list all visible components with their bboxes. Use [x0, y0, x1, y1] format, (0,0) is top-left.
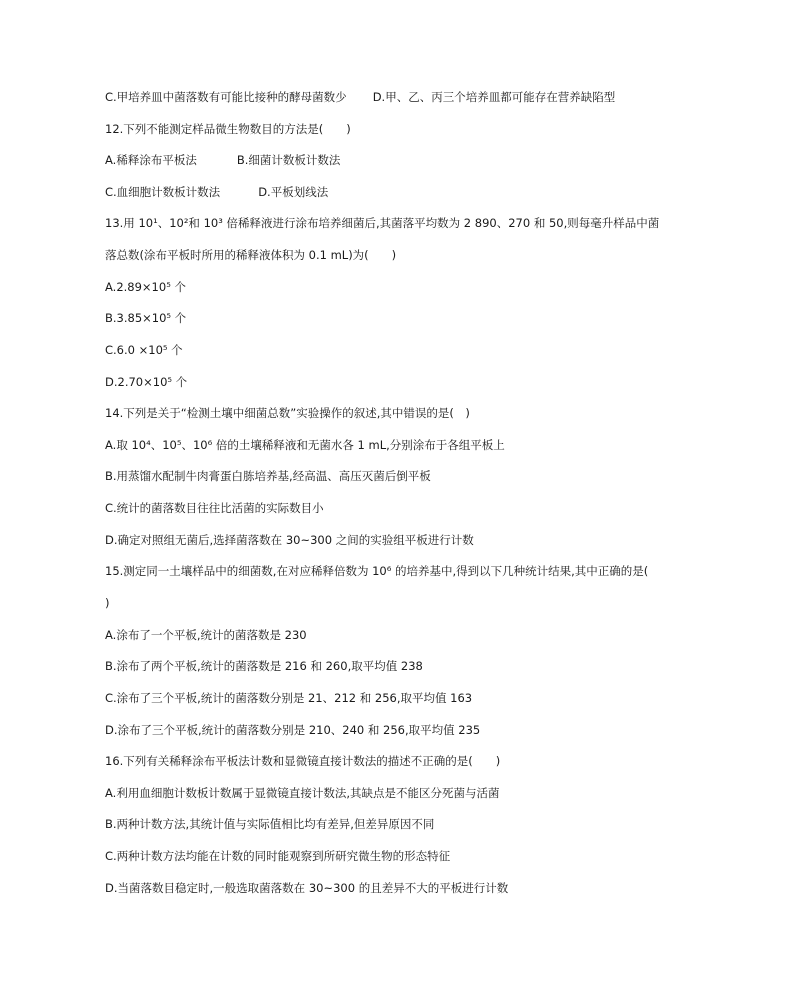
q13-stem-line2: 落总数(涂布平板时所用的稀释液体积为 0.1 mL)为( ) [105, 248, 397, 262]
q16-option-a: A.利用血细胞计数板计数属于显微镜直接计数法,其缺点是不能区分死菌与活菌 [105, 786, 500, 800]
q13-option-c: C.6.0 ×10⁵ 个 [105, 343, 183, 357]
q15-option-d: D.涂布了三个平板,统计的菌落数分别是 210、240 和 256,取平均值 235 [105, 723, 481, 737]
q12-stem: 12.下列不能测定样品微生物数目的方法是( ) [105, 122, 351, 136]
q15-stem-line1: 15.测定同一土壤样品中的细菌数,在对应稀释倍数为 10⁶ 的培养基中,得到以下几种统计结果,其中正确的是( [105, 564, 649, 578]
q11-options-cd [105, 89, 615, 105]
q15-option-b: B.涂布了两个平板,统计的菌落数是 216 和 260,取平均值 238 [105, 659, 423, 673]
q14-option-b: B.用蒸馏水配制牛肉膏蛋白胨培养基,经高温、高压灭菌后倒平板 [105, 469, 431, 483]
q13-stem-line1: 13.用 10¹、10²和 10³ 倍稀释液进行涂布培养细菌后,其菌落平均数为 2 890、270 和 50,则每毫升样品中菌 [105, 216, 660, 230]
q11-option-d: D.甲、乙、丙三个培养皿都可能存在营养缺陷型 [372, 90, 616, 104]
q14-option-a: A.取 10⁴、10⁵、10⁶ 倍的土壤稀释液和无菌水各 1 mL,分别涂布于各组平板上 [105, 438, 505, 452]
q15-stem-line2: ) [105, 596, 110, 610]
q13-option-a: A.2.89×10⁵ 个 [105, 280, 186, 294]
q14-option-c: C.统计的菌落数目往往比活菌的实际数目小 [105, 501, 324, 515]
q12-options-ab [105, 152, 340, 168]
q12-option-c: C.血细胞计数板计数法 [105, 185, 221, 199]
q13-option-d: D.2.70×10⁵ 个 [105, 375, 188, 389]
q12-option-d: D.平板划线法 [258, 185, 329, 199]
q13-option-b: B.3.85×10⁵ 个 [105, 311, 187, 325]
q11-option-c: C.甲培养皿中菌落数有可能比接种的酵母菌数少 [105, 90, 347, 104]
q16-option-c: C.两种计数方法均能在计数的同时能观察到所研究微生物的形态特征 [105, 849, 451, 863]
q12-options-cd [105, 184, 328, 200]
q16-option-d: D.当菌落数目稳定时,一般选取菌落数在 30~300 的且差异不大的平板进行计数 [105, 881, 509, 895]
q12-option-b: B.细菌计数板计数法 [236, 153, 341, 167]
q12-option-a: A.稀释涂布平板法 [105, 153, 197, 167]
q14-option-d: D.确定对照组无菌后,选择菌落数在 30~300 之间的实验组平板进行计数 [105, 533, 474, 547]
q16-option-b: B.两种计数方法,其统计值与实际值相比均有差异,但差异原因不同 [105, 817, 435, 831]
q15-option-a: A.涂布了一个平板,统计的菌落数是 230 [105, 628, 307, 642]
q16-stem: 16.下列有关稀释涂布平板法计数和显微镜直接计数法的描述不正确的是( ) [105, 754, 501, 768]
q15-option-c: C.涂布了三个平板,统计的菌落数分别是 21、212 和 256,取平均值 163 [105, 691, 473, 705]
q14-stem: 14.下列是关于“检测土壤中细菌总数”实验操作的叙述,其中错误的是( ) [105, 406, 470, 420]
